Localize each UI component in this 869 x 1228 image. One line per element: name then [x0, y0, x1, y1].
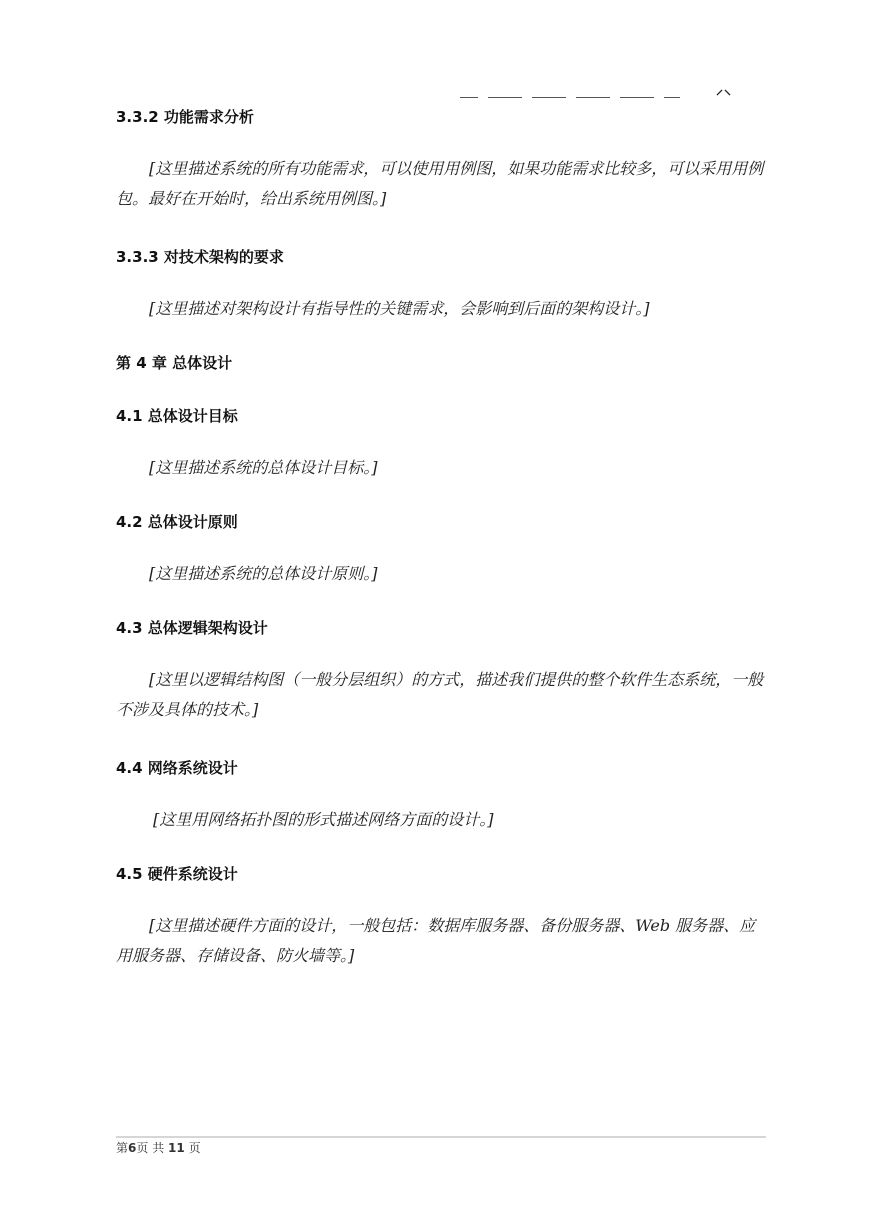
section-heading-4-5: 4.5 硬件系统设计: [116, 865, 238, 883]
section-body-3-3-2: [这里描述系统的所有功能需求，可以使用用例图，如果功能需求比较多，可以采用用例包。最好在开始时，给出系统用例图。]: [116, 159, 764, 208]
section-heading-4-4: 4.4 网络系统设计: [116, 759, 238, 777]
page-footer: [116, 1139, 201, 1156]
section-heading-4-3: 4.3 总体逻辑架构设计: [116, 619, 268, 637]
footer-suffix: 页: [188, 1141, 201, 1155]
section-body-4-1: [这里描述系统的总体设计目标。]: [149, 458, 378, 477]
section-heading-3-3-2: 3.3.2 功能需求分析: [116, 108, 254, 126]
current-page-number: 6: [128, 1141, 137, 1155]
header-dash: [488, 97, 522, 98]
header-dash: [620, 97, 654, 98]
header-dash: [576, 97, 610, 98]
section-body-3-3-3: [这里描述对架构设计有指导性的关键需求，会影响到后面的架构设计。]: [149, 299, 650, 318]
section-body-4-4: [这里用网络拓扑图的形式描述网络方面的设计。]: [153, 810, 494, 829]
chapter-heading-4: 第 4 章 总体设计: [116, 354, 233, 372]
footer-rule: [116, 1136, 766, 1138]
footer-mid: 页 共: [136, 1141, 165, 1155]
footer-prefix: 第: [116, 1141, 129, 1155]
header-dash: [664, 97, 680, 98]
header-rule-marks: [460, 94, 680, 100]
section-body-4-3: [这里以逻辑结构图（一般分层组织）的方式，描述我们提供的整个软件生态系统，一般不涉及具体的技术。]: [116, 670, 764, 719]
section-heading-4-1: 4.1 总体设计目标: [116, 407, 238, 425]
section-body-4-5: [这里描述硬件方面的设计，一般包括：数据库服务器、备份服务器、Web 服务器、应用服务器、存储设备、防火墙等。]: [116, 916, 756, 965]
section-heading-3-3-3: 3.3.3 对技术架构的要求: [116, 248, 284, 266]
total-pages-number: 11: [168, 1141, 185, 1155]
section-heading-4-2: 4.2 总体设计原则: [116, 513, 238, 531]
section-body-4-2: [这里描述系统的总体设计原则。]: [149, 564, 378, 583]
header-corner-mark: ⸝⸜: [716, 82, 732, 98]
header-dash: [460, 97, 478, 98]
header-dash: [532, 97, 566, 98]
